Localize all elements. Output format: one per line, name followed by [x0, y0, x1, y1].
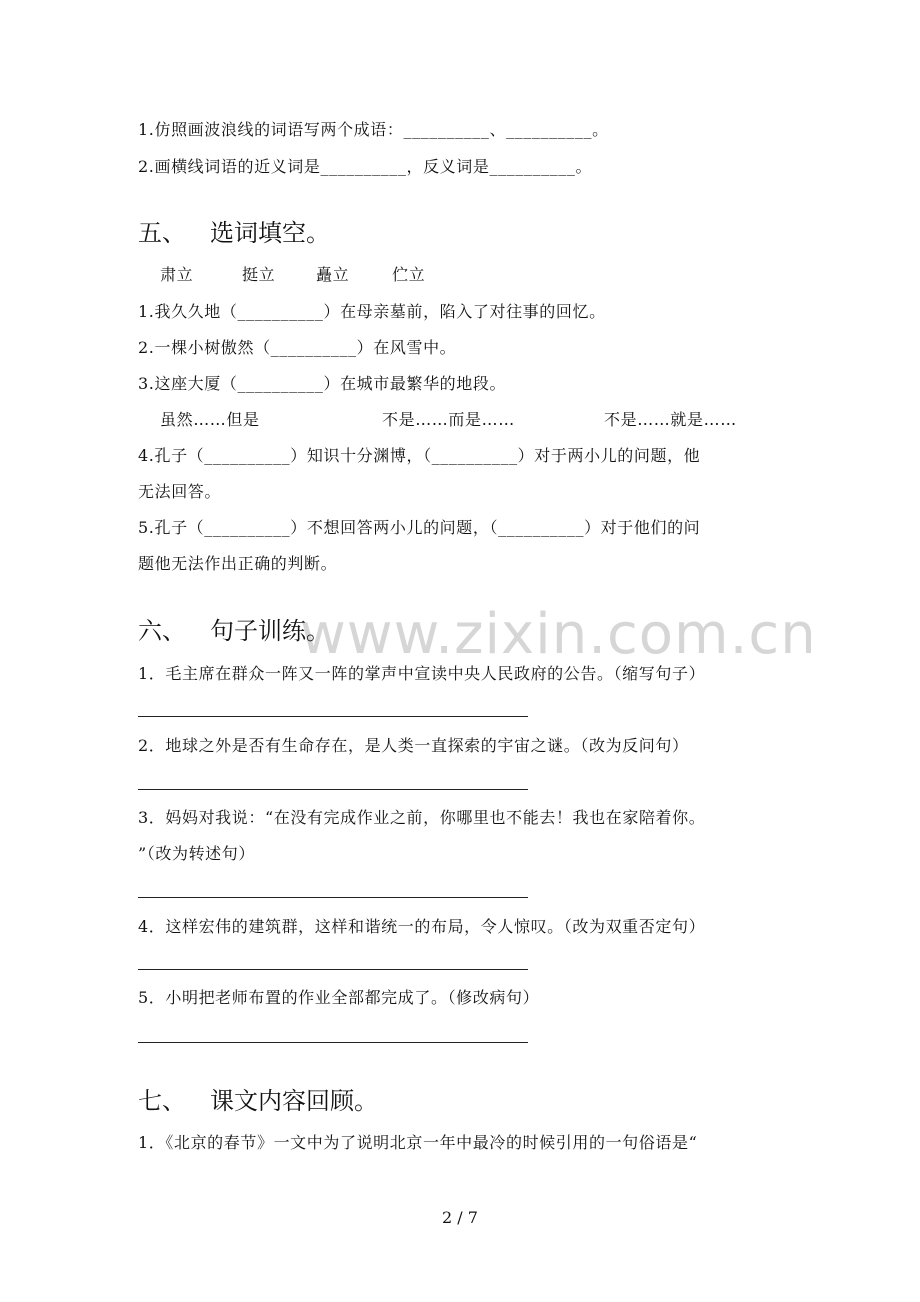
fill-item-5-line-1: 5.孔子（__________）不想回答两小儿的问题，（__________）对于他们的问 — [138, 518, 701, 537]
section-7-heading — [138, 1086, 378, 1116]
section-6-number: 六、 — [138, 617, 186, 645]
sentence-item-4: 4．这样宏伟的建筑群，这样和谐统一的布局，令人惊叹。（改为双重否定句） — [138, 917, 706, 936]
answer-line-2 — [138, 789, 528, 790]
fill-item-4-line-2: 无法回答。 — [138, 482, 222, 501]
sentence-item-2: 2．地球之外是否有生命存在，是人类一直探索的宇宙之谜。（改为反问句） — [138, 736, 689, 755]
fill-item-5-line-2: 题他无法作出正确的判断。 — [138, 554, 338, 573]
answer-line-3 — [138, 897, 528, 898]
section-6-heading — [138, 616, 330, 646]
section-5-heading — [138, 218, 330, 248]
fill-item-3: 3.这座大厦（__________）在城市最繁华的地段。 — [138, 374, 507, 393]
page-number: 2 / 7 — [442, 1208, 478, 1227]
word-option-4: 伫立 — [392, 265, 426, 284]
sentence-item-3-line-1: 3．妈妈对我说：“在没有完成作业之前，你哪里也不能去！我也在家陪着你。 — [138, 808, 706, 827]
word-option-3: 矗立 — [316, 265, 350, 284]
section-6-title: 句子训练。 — [210, 617, 330, 645]
word-option-1: 肃立 — [160, 265, 194, 284]
section-7-number: 七、 — [138, 1087, 186, 1115]
watermark: www.zixin.com.cn — [300, 602, 817, 667]
fill-item-4-line-1: 4.孔子（__________）知识十分渊博，（__________）对于两小儿的问题，他 — [138, 446, 701, 465]
section-5-number: 五、 — [138, 219, 186, 247]
conjunction-option-3: 不是……就是…… — [604, 410, 737, 429]
question-line-1: 1.仿照画波浪线的词语写两个成语：__________、__________。 — [138, 120, 609, 139]
answer-line-1 — [138, 716, 528, 717]
review-item-1: 1．《北京的春节》一文中为了说明北京一年中最冷的时候引用的一句俗语是“ — [138, 1133, 698, 1152]
fill-item-1: 1.我久久地（__________）在母亲墓前，陷入了对往事的回忆。 — [138, 302, 606, 321]
sentence-item-5: 5．小明把老师布置的作业全部都完成了。（修改病句） — [138, 988, 540, 1007]
question-line-2: 2.画横线词语的近义词是__________，反义词是__________。 — [138, 157, 593, 176]
answer-line-5 — [138, 1042, 528, 1043]
conjunction-option-2: 不是……而是…… — [382, 410, 515, 429]
sentence-item-3-line-2: ”（改为转述句） — [138, 844, 255, 863]
section-5-title: 选词填空。 — [210, 219, 330, 247]
word-option-2: 挺立 — [242, 265, 276, 284]
section-7-title: 课文内容回顾。 — [210, 1087, 378, 1115]
sentence-item-1: 1．毛主席在群众一阵又一阵的掌声中宣读中央人民政府的公告。（缩写句子） — [138, 664, 706, 683]
fill-item-2: 2.一棵小树傲然（__________）在风雪中。 — [138, 338, 457, 357]
answer-line-4 — [138, 969, 528, 970]
conjunction-option-1: 虽然……但是 — [160, 410, 260, 429]
